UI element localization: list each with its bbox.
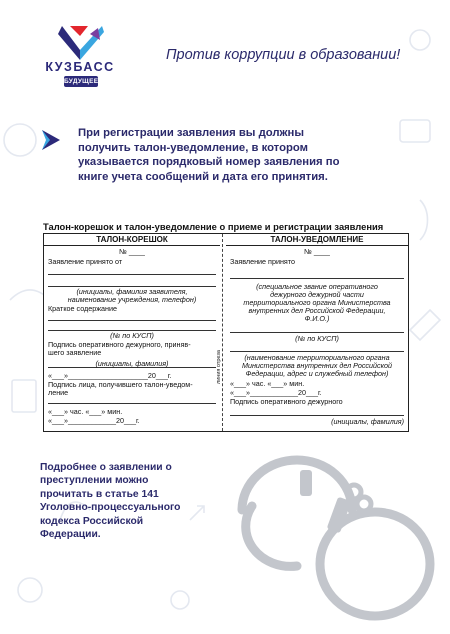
stub-applicant-caption: наименование учреждения, телефон): [67, 295, 197, 304]
notice-blank-line: [230, 415, 404, 416]
notice-rank-caption: (специальное звание оперативного: [256, 282, 378, 291]
stub-date-line-2: «___»____________20___г.: [48, 416, 140, 425]
logo-mark-icon: [40, 20, 120, 62]
notice-blank-line: [230, 351, 404, 352]
stub-initials-caption: (инициалы, фамилия): [95, 359, 169, 368]
notice-kusp-caption: (№ по КУСП): [295, 334, 339, 343]
stub-recipient-label: Подпись лица, получившего талон-уведом-: [48, 380, 193, 389]
logo-wordmark: КУЗБАСС: [45, 60, 115, 74]
cut-line: [222, 234, 223, 431]
notice-blank-line: [230, 278, 404, 279]
notice-organ-caption: Федерации, адрес и служебный телефон): [245, 369, 389, 378]
cut-line-label: линия отреза: [216, 350, 222, 384]
notice-rank-caption: внутренних дел Российской Федерации,: [248, 306, 386, 315]
stub-summary-label: Краткое содержание: [48, 304, 118, 313]
notice-number: № ____: [304, 247, 330, 256]
chevron-arrow-icon: [40, 128, 62, 152]
notice-blank-line: [230, 332, 404, 333]
intro-paragraph: При регистрации заявления вы должны получить талон-уведомление, в котором указывается порядковый номер заявления по книге учета сообщений и дата его принятия.: [78, 127, 340, 183]
stub-signature-label: Подпись оперативного дежурного, приняв-: [48, 340, 191, 349]
notice-received: Заявление принято: [230, 257, 296, 266]
stub-column: [44, 234, 220, 431]
page-headline: Против коррупции в образовании!: [166, 47, 401, 63]
registration-coupon-form: [43, 233, 409, 432]
stub-number: № ____: [119, 247, 145, 256]
stub-blank-line: [48, 403, 216, 404]
logo-badge: БУДУЩЕЕ: [64, 78, 99, 85]
notice-signature-label: Подпись оперативного дежурного: [230, 397, 343, 406]
stub-blank-line: [48, 274, 216, 275]
notice-heading: ТАЛОН-УВЕДОМЛЕНИЕ: [226, 234, 408, 246]
stub-blank-line: [48, 320, 216, 321]
notice-time-line: «___» час. «___» мин.: [230, 379, 305, 388]
handcuffs-icon: [232, 448, 442, 628]
notice-rank-caption: Ф.И.О.): [304, 314, 330, 323]
kuzbass-logo: [40, 20, 120, 90]
stub-applicant-caption: (инициалы, фамилия заявителя,: [76, 287, 188, 296]
stub-time-line: «___» час. «___» мин.: [48, 407, 123, 416]
notice-initials-caption: (инициалы, фамилия): [331, 417, 404, 426]
notice-date-line: «___»____________20___г.: [230, 388, 322, 397]
stub-kusp-caption: (№ по КУСП): [110, 331, 154, 340]
notice-organ-caption: (наименование территориального органа: [244, 353, 390, 362]
notice-rank-caption: территориального органа Министерства: [243, 298, 391, 307]
notice-organ-caption: Министерства внутренних дел Российской: [241, 361, 393, 370]
notice-column: [226, 234, 408, 431]
stub-date-line: «___»____________________20___г.: [48, 371, 172, 380]
stub-signature-label: шего заявление: [48, 348, 102, 357]
form-title: Талон-корешок и талон-уведомление о приеме и регистрации заявления: [43, 221, 384, 232]
stub-received-from: Заявление принято от: [48, 257, 123, 266]
outro-paragraph: Подробнее о заявлении о преступлении можно прочитать в статье 141 Уголовно-процессуального кодекса Российской Федерации.: [40, 462, 181, 541]
notice-rank-caption: дежурного дежурной части: [270, 290, 364, 299]
stub-heading: ТАЛОН-КОРЕШОК: [44, 234, 220, 246]
stub-recipient-label: ление: [48, 388, 69, 397]
